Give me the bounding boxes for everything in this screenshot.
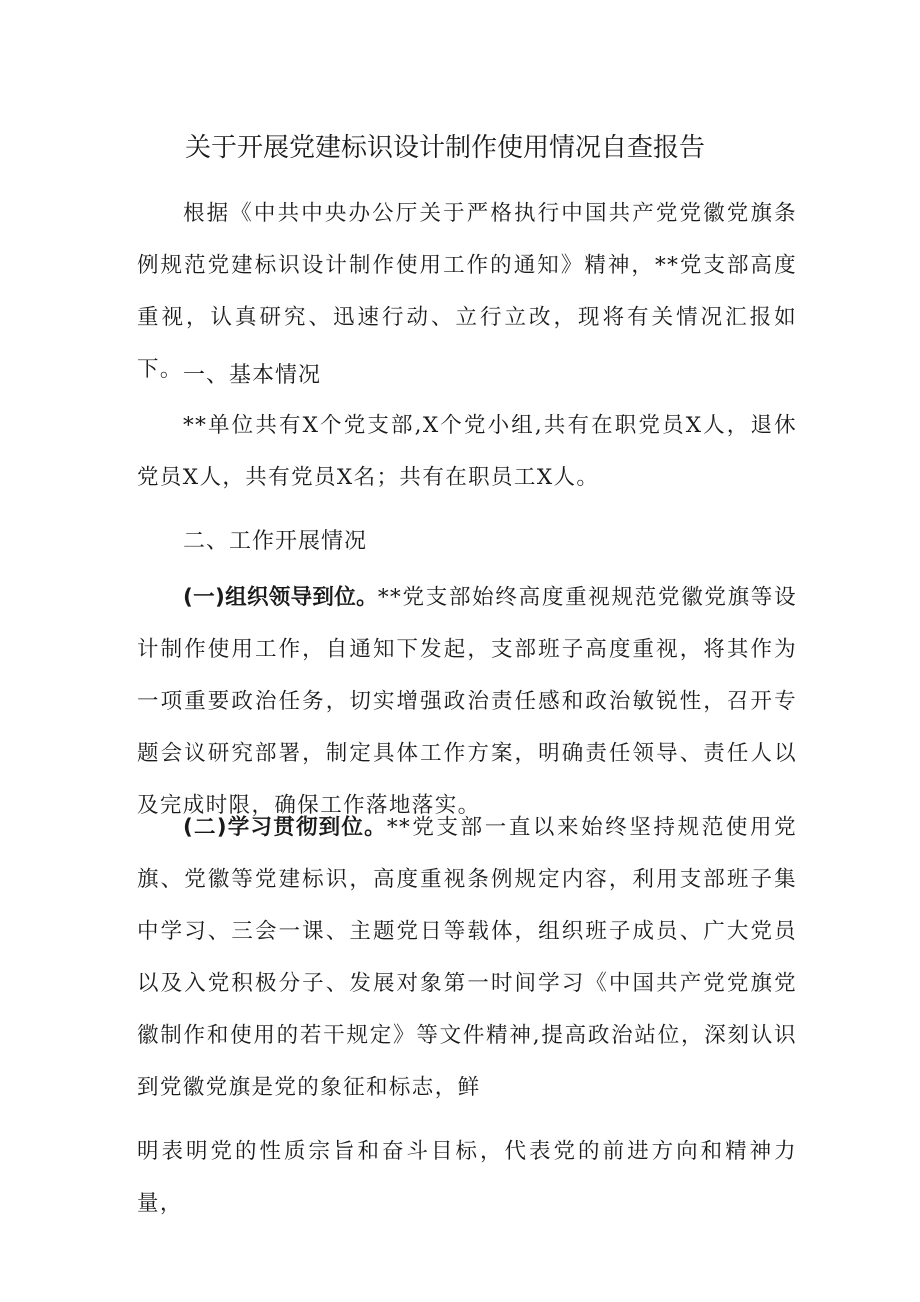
continuation-paragraph: 明表明党的性质宗旨和奋斗目标，代表党的前进方向和精神力量， (137, 1139, 797, 1216)
basic-info-paragraph: **单位共有X个党支部,X个党小组,共有在职党员X人，退休党员X人，共有党员X名；共有在职员工X人。 (137, 413, 797, 490)
document-title: 关于开展党建标识设计制作使用情况自查报告 (184, 133, 705, 163)
section-heading-work: 二、工作开展情况 (183, 529, 368, 554)
section-heading-basic: 一、基本情况 (183, 363, 322, 388)
organization-text: **党支部始终高度重视规范党徽党旗等设计制作使用工作，自通知下发起，支部班子高度重视，将其作为一项重要政治任务，切实增强政治责任感和政治敏锐性，召开专题会议研究部署，制定具体工作方案，明确责任领导、责任人以及完成时限，确保工作落地落实。 (137, 585, 797, 818)
study-lead: (二)学习贯彻到位。 (183, 815, 387, 840)
intro-paragraph: 根据《中共中央办公厅关于严格执行中国共产党党徽党旗条例规范党建标识设计制作使用工作的通知》精神，**党支部高度重视，认真研究、迅速行动、立行立改，现将有关情况汇报如下。 (137, 201, 797, 382)
study-text: **党支部一直以来始终坚持规范使用党旗、党徽等党建标识，高度重视条例规定内容，利用支部班子集中学习、三会一课、主题党日等载体，组织班子成员、广大党员以及入党积极分子、发展对象第一时间学习《中国共产党党旗党徽制作和使用的若干规定》等文件精神,提高政治站位，深刻认识到党徽党旗是党的象征和标志，鲜 (137, 815, 798, 1100)
organization-lead: (一)组织领导到位。 (183, 585, 378, 610)
organization-paragraph (137, 572, 797, 832)
study-paragraph (137, 802, 797, 1114)
